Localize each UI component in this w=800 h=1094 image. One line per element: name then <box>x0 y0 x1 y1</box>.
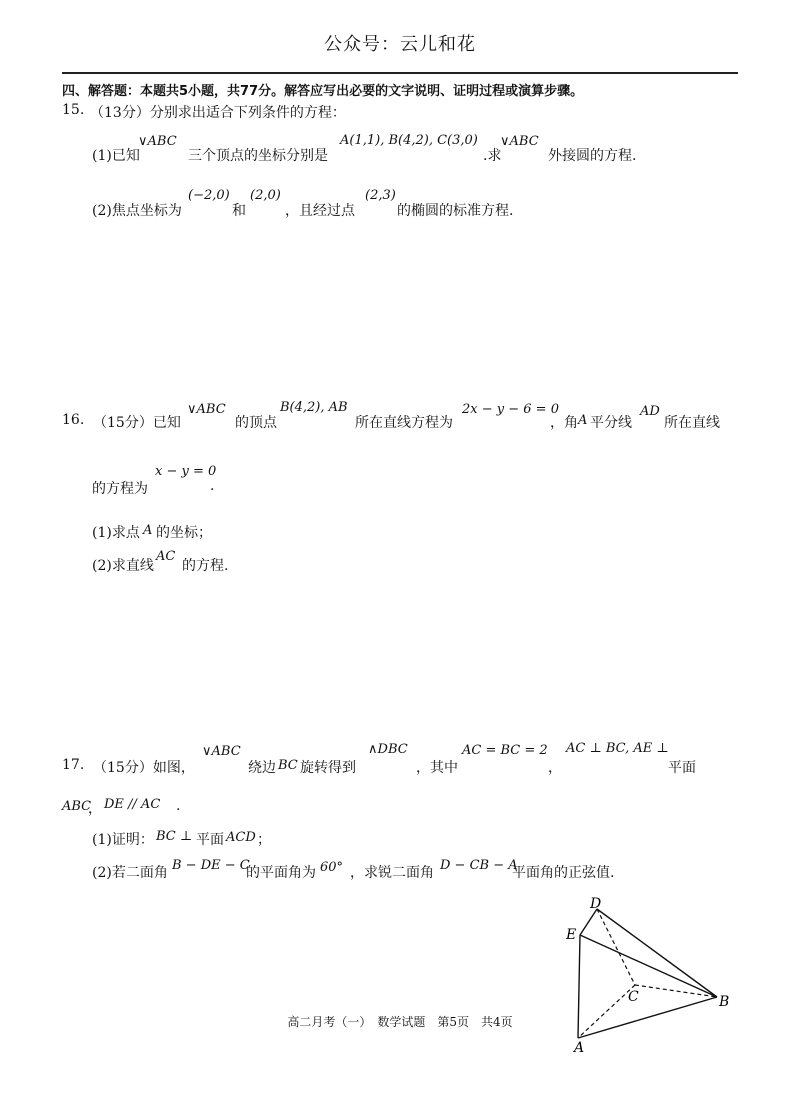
q16-number: 16. <box>62 412 85 428</box>
page-footer: 高二月考（一） 数学试题 第5页 共4页 <box>287 1015 513 1029</box>
section-heading: 四、解答题：本题共5小题，共77分。解答应写出必要的文字说明、证明过程或演算步骤。 <box>62 84 584 99</box>
q17-triangle-ABC: ∨ABC <box>202 744 241 759</box>
q17-eq-lengths: AC = BC = 2 <box>462 743 548 758</box>
q17-edge-BC: BC <box>278 758 298 773</box>
q16-AD: AD <box>640 404 660 419</box>
q16-line2-dot: . <box>210 478 215 494</box>
q17-part2-text: 的平面角为 <box>246 865 316 881</box>
q15-part2-end: 的椭圆的标准方程. <box>397 203 514 219</box>
q15-part2-text: ，且经过点 <box>285 203 355 219</box>
q15-stem: （13分）分别求出适合下列条件的方程： <box>90 105 346 121</box>
q16-part1-prefix: (1)求点 <box>92 525 140 541</box>
q17-plane-text: 平面 <box>668 760 696 776</box>
q15-part1-coords: A(1,1), B(4,2), C(3,0) <box>340 133 478 148</box>
q16-vertex-text: 的顶点 <box>235 415 277 431</box>
q17-line2-dot: . <box>176 798 181 814</box>
q17-line2-comma: ， <box>88 801 102 817</box>
label-E: E <box>566 927 577 943</box>
q17-rotate-text: 旋转得到 <box>300 760 356 776</box>
edge-EB <box>580 935 717 997</box>
q15-part1-ask: .求 <box>483 148 502 164</box>
q15-part1-text: 三个顶点的坐标分别是 <box>188 148 328 164</box>
edge-DE <box>580 909 597 935</box>
q17-part1-ACD: ACD <box>226 830 256 845</box>
q16-point-B: B(4,2), AB <box>280 400 348 415</box>
q16-eq-AB: 2x − y − 6 = 0 <box>462 402 559 417</box>
q15-part2-and: 和 <box>232 203 246 219</box>
q16-stem-prefix: （15分）已知 <box>93 415 181 431</box>
q15-part2-focus1: (−2,0) <box>188 188 230 203</box>
q17-part1-end: ； <box>257 832 271 848</box>
q17-part1-prefix: (1)证明： <box>92 832 154 848</box>
edge-DC <box>597 909 635 985</box>
q16-part2-AC: AC <box>156 549 176 564</box>
q17-where-text: ，其中 <box>416 760 458 776</box>
q16-line-text: 所在直线方程为 <box>355 415 453 431</box>
q17-part1-plane: 平面 <box>196 832 224 848</box>
q16-part1-end: 的坐标； <box>156 525 212 541</box>
q15-number: 15. <box>62 102 85 118</box>
q15-part1-triangle-2: ∨ABC <box>500 134 539 149</box>
label-A: A <box>574 1040 585 1055</box>
q17-part1-BC-perp: BC ⊥ <box>156 829 193 844</box>
q16-angle-text: ，角 <box>550 415 578 431</box>
q17-plane-ABC: ABC <box>62 799 92 814</box>
edge-DB <box>597 909 717 997</box>
q17-DE-parallel: DE // AC <box>104 797 161 812</box>
q16-part2-end: 的方程. <box>182 558 229 574</box>
q16-triangle: ∨ABC <box>187 402 226 417</box>
q17-part2-dihedral2: D − CB − A <box>440 858 518 873</box>
label-B: B <box>719 994 730 1010</box>
page-header: 公众号：云儿和花 <box>324 34 476 55</box>
geometry-figure <box>560 895 740 1055</box>
q17-perp-cond: AC ⊥ BC, AE ⊥ <box>566 741 669 756</box>
q17-number: 17. <box>62 757 85 773</box>
q16-part1-A: A <box>143 523 153 538</box>
label-C: C <box>628 989 639 1005</box>
q15-part2-focus2: (2,0) <box>250 188 281 203</box>
label-D: D <box>590 896 602 912</box>
q17-comma: ， <box>548 760 562 776</box>
q17-part2-dihedral1: B − DE − C <box>172 858 250 873</box>
q16-line2-text: 的方程为 <box>92 481 148 497</box>
q16-eq-AD: x − y = 0 <box>155 464 217 479</box>
q16-part2-prefix: (2)求直线 <box>92 558 154 574</box>
q17-part2-prefix: (2)若二面角 <box>92 865 168 881</box>
q17-stem-prefix: （15分）如图， <box>93 760 195 776</box>
q16-line-end: 所在直线 <box>664 415 720 431</box>
q15-part1-end: 外接圆的方程. <box>548 148 637 164</box>
q16-bisector-text: 平分线 <box>590 415 632 431</box>
q17-around-text: 绕边 <box>248 760 276 776</box>
q16-angle-A: A <box>578 413 588 428</box>
q15-part2-prefix: (2)焦点坐标为 <box>92 203 182 219</box>
q17-part2-angle: 60° <box>320 860 344 875</box>
q15-part2-point: (2,3) <box>365 188 396 203</box>
q17-part2-text2: ，求锐二面角 <box>350 865 434 881</box>
q15-part1-prefix: (1)已知 <box>92 148 140 164</box>
q15-part1-triangle: ∨ABC <box>138 134 177 149</box>
q17-triangle-DBC: ∧DBC <box>368 742 408 757</box>
q17-part2-end: 平面角的正弦值. <box>512 865 615 881</box>
header-rule <box>62 72 738 74</box>
